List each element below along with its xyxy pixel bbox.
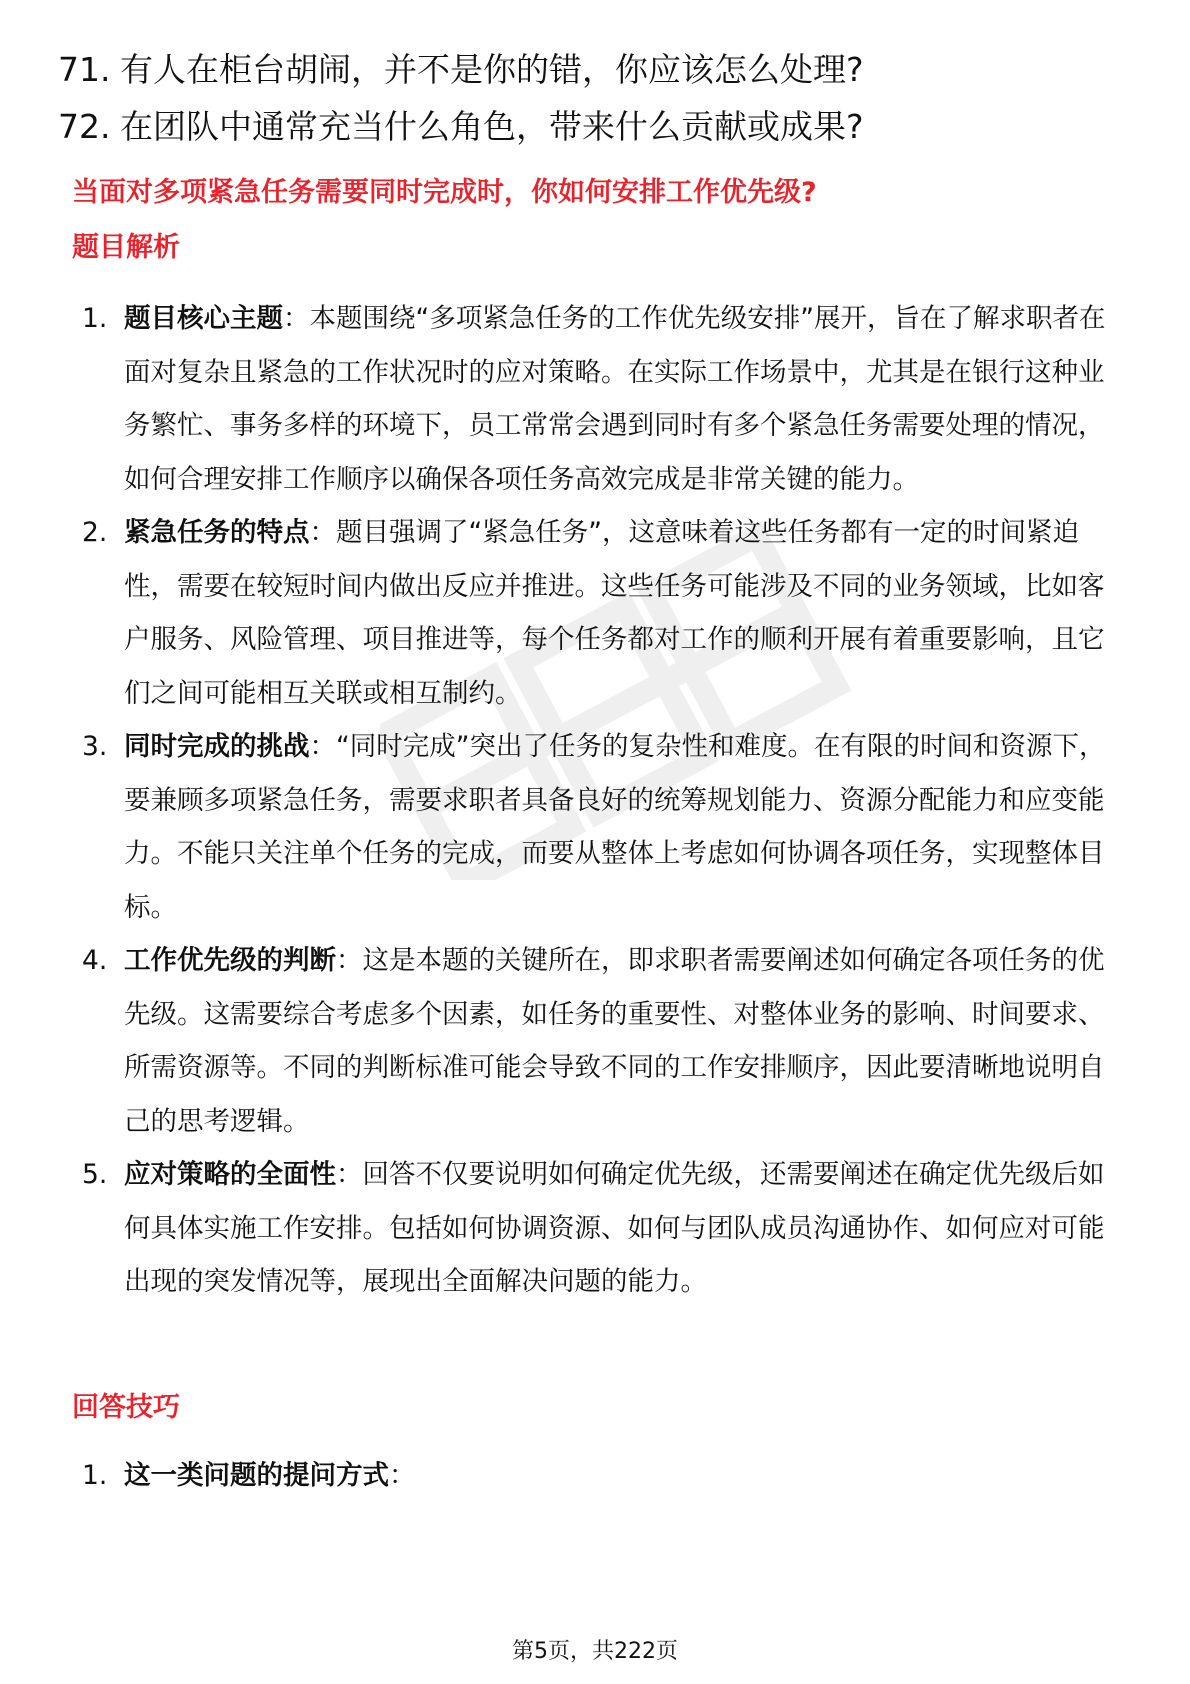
list-item	[82, 934, 1122, 1148]
tips-list	[82, 1449, 1122, 1503]
list-item-body: ：“同时完成”突出了任务的复杂性和难度。在有限的时间和资源下，要兼顾多项紧急任务，需要求职者具备良好的统筹规划能力、资源分配能力和应变能力。不能只关注单个任务的完成，而要从整体上考虑如何协调各项任务，实现整体目标。	[124, 731, 1106, 923]
question-text: 有人在柜台胡闹，并不是你的错，你应该怎么处理?	[120, 50, 864, 89]
list-item-title: 工作优先级的判断	[124, 945, 336, 976]
analysis-heading: 题目解析	[72, 232, 180, 263]
list-number: 3.	[82, 731, 108, 762]
main-question-heading: 当面对多项紧急任务需要同时完成时，你如何安排工作优先级?	[72, 177, 817, 208]
list-number: 2.	[82, 517, 108, 548]
list-item	[82, 292, 1122, 506]
list-item	[82, 506, 1122, 720]
list-item-body: ：	[389, 1460, 416, 1491]
question-72	[58, 107, 864, 147]
list-number: 5.	[82, 1159, 108, 1190]
list-number: 4.	[82, 945, 108, 976]
list-item	[82, 720, 1122, 934]
analysis-list	[82, 292, 1122, 1309]
question-number: 71.	[58, 50, 111, 89]
list-item-body: ：题目强调了“紧急任务”，这意味着这些任务都有一定的时间紧迫性，需要在较短时间内做出反应并推进。这些任务可能涉及不同的业务领域，比如客户服务、风险管理、项目推进等，每个任务都对工作的顺利开展有着重要影响，且它们之间可能相互关联或相互制约。	[124, 517, 1105, 709]
list-item-body: ：这是本题的关键所在，即求职者需要阐述如何确定各项任务的优先级。这需要综合考虑多个因素，如任务的重要性、对整体业务的影响、时间要求、所需资源等。不同的判断标准可能会导致不同的工作安排顺序，因此要清晰地说明自己的思考逻辑。	[124, 945, 1105, 1137]
list-item-title: 题目核心主题	[124, 303, 283, 334]
list-number: 1.	[82, 1460, 108, 1491]
list-item	[82, 1148, 1122, 1309]
list-item-title: 应对策略的全面性	[124, 1159, 336, 1190]
list-item-title: 同时完成的挑战	[124, 731, 310, 762]
list-item-title: 这一类问题的提问方式	[124, 1460, 389, 1491]
list-item-title: 紧急任务的特点	[124, 517, 310, 548]
question-71	[58, 50, 864, 90]
page-footer: 第5页，共222页	[512, 1639, 678, 1664]
list-item-body: ：回答不仅要说明如何确定优先级，还需要阐述在确定优先级后如何具体实施工作安排。包括如何协调资源、如何与团队成员沟通协作、如何应对可能出现的突发情况等，展现出全面解决问题的能力。	[124, 1159, 1105, 1297]
list-item	[82, 1449, 1122, 1503]
question-text: 在团队中通常充当什么角色，带来什么贡献或成果?	[120, 107, 864, 146]
list-item-body: ：本题围绕“多项紧急任务的工作优先级安排”展开，旨在了解求职者在面对复杂且紧急的工作状况时的应对策略。在实际工作场景中，尤其是在银行这种业务繁忙、事务多样的环境下，员工常常会遇到同时有多个紧急任务需要处理的情况，如何合理安排工作顺序以确保各项任务高效完成是非常关键的能力。	[124, 303, 1106, 495]
tips-heading: 回答技巧	[72, 1392, 180, 1423]
question-number: 72.	[58, 107, 111, 146]
list-number: 1.	[82, 303, 108, 334]
